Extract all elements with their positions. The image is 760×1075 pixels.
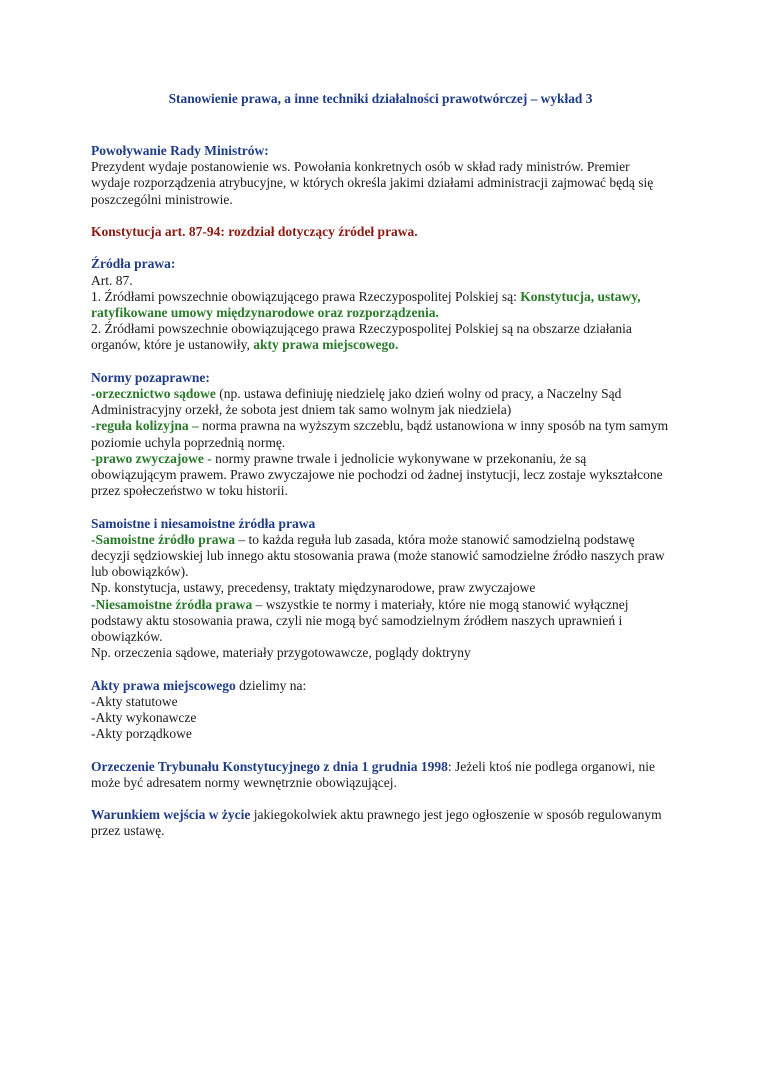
section-konstytucja [91,224,670,240]
term: -reguła kolizyjna – [91,418,199,434]
section-heading: Orzeczenie Trybunału Konstytucyjnego z dnia 1 grudnia 1998 [91,758,448,774]
paragraph-text: 2. Źródłami powszechnie obowiązującego prawa Rzeczypospolitej Polskiej są na obszarze działania organów, które je ustanowiły, [91,321,632,353]
section-samoistne-zrodla [91,516,670,662]
example-line: Np. konstytucja, ustawy, precedensy, traktaty międzynarodowe, praw zwyczajowe [91,580,536,596]
section-normy-pozaprawne [91,370,670,500]
section-heading: Akty prawa miejscowego [91,677,236,693]
list-item [91,386,670,418]
section-heading: Samoistne i niesamoistne źródła prawa [91,515,316,531]
list-item: -Akty wykonawcze [91,710,197,726]
section-warunek-wejscia [91,807,670,839]
list-item [91,532,670,581]
list-item [91,418,670,450]
paragraph-text: jakiegokolwiek aktu prawnego jest jego ogłoszenie w sposób regulowanym przez ustawę. [91,807,662,839]
section-heading: Powoływanie Rady Ministrów: [91,143,269,158]
section-heading: Warunkiem wejścia w życie [91,807,251,823]
highlight-text: Konstytucja, ustawy, ratyfikowane umowy międzynarodowe oraz rozporządzenia. [91,288,641,320]
term: -Samoistne źródło prawa [91,531,235,547]
term: -prawo zwyczajowe - [91,450,212,466]
article-number: Art. 87. [91,272,133,288]
paragraph-1 [91,289,670,321]
heading-line [91,678,670,694]
example-line: Np. orzeczenia sądowe, materiały przygotowawcze, poglądy doktryny [91,645,471,661]
definition: – to każda reguła lub zasada, która może stanowić samodzielną podstawę decyzji sędziowskiej lub innego aktu stosowania prawa (może stanowić samodzielne źródło naszych praw lub obowiązków). [91,531,665,580]
highlight-text: akty prawa miejscowego. [253,337,399,353]
section-akty-prawa-miejscowego [91,678,670,743]
list-item: -Akty statutowe [91,693,178,709]
list-item: -Akty porządkowe [91,726,192,742]
paragraph-text: : Jeżeli ktoś nie podlega organowi, nie może być adresatem normy wewnętrznie obowiązującej. [91,758,655,790]
paragraph [91,759,670,791]
section-zrodla-prawa [91,256,670,353]
definition: normy prawne trwale i jednolicie wykonywane w przekonaniu, że są obowiązującym prawem. Prawo zwyczajowe nie pochodzi od żadnej instytucji, lecz zostaje wykształcone przez społeczeństwo w toku historii. [91,450,663,499]
heading-rest: dzielimy na: [235,677,307,693]
section-heading: Źródła prawa: [91,256,176,272]
section-heading: Konstytucja art. 87-94: rozdział dotyczący źródeł prawa. [91,224,418,239]
page-title: Stanowienie prawa, a inne techniki działalności prawotwórczej – wykład 3 [168,91,593,106]
section-orzeczenie-tk [91,759,670,791]
section-heading: Normy pozaprawne: [91,369,210,385]
definition: norma prawna na wyższym szczeblu, bądź ustanowiona w inny sposób na tym samym poziomie uchyla poprzednią normę. [91,418,669,450]
definition: – wszystkie te normy i materiały, które nie mogą stanowić wyłącznej podstawy aktu stosowania prawa, czyli nie mogą być samodzielnym źródłem naszych uprawnień i obowiązków. [91,596,629,645]
term: -orzecznictwo sądowe [91,386,216,401]
list-item [91,451,670,500]
list-item [91,597,670,646]
section-powolywanie-rady [91,143,670,208]
term: -Niesamoistne źródła prawa [91,596,253,612]
paragraph-2 [91,321,670,353]
paragraph-text: 1. Źródłami powszechnie obowiązującego prawa Rzeczypospolitej Polskiej są: [91,288,521,304]
definition: (np. ustawa definiuję niedzielę jako dzień wolny od pracy, a Naczelny Sąd Administracyjny orzekł, że sobota jest dniem tak samo wolnym jak niedziela) [91,386,622,418]
paragraph: Prezydent wydaje postanowienie ws. Powołania konkretnych osób w skład rady ministrów. Premier wydaje rozporządzenia atrybucyjne, w których określa jakimi działami administracji zajmować będą się poszczególni ministrowie. [91,159,654,207]
paragraph [91,807,670,839]
